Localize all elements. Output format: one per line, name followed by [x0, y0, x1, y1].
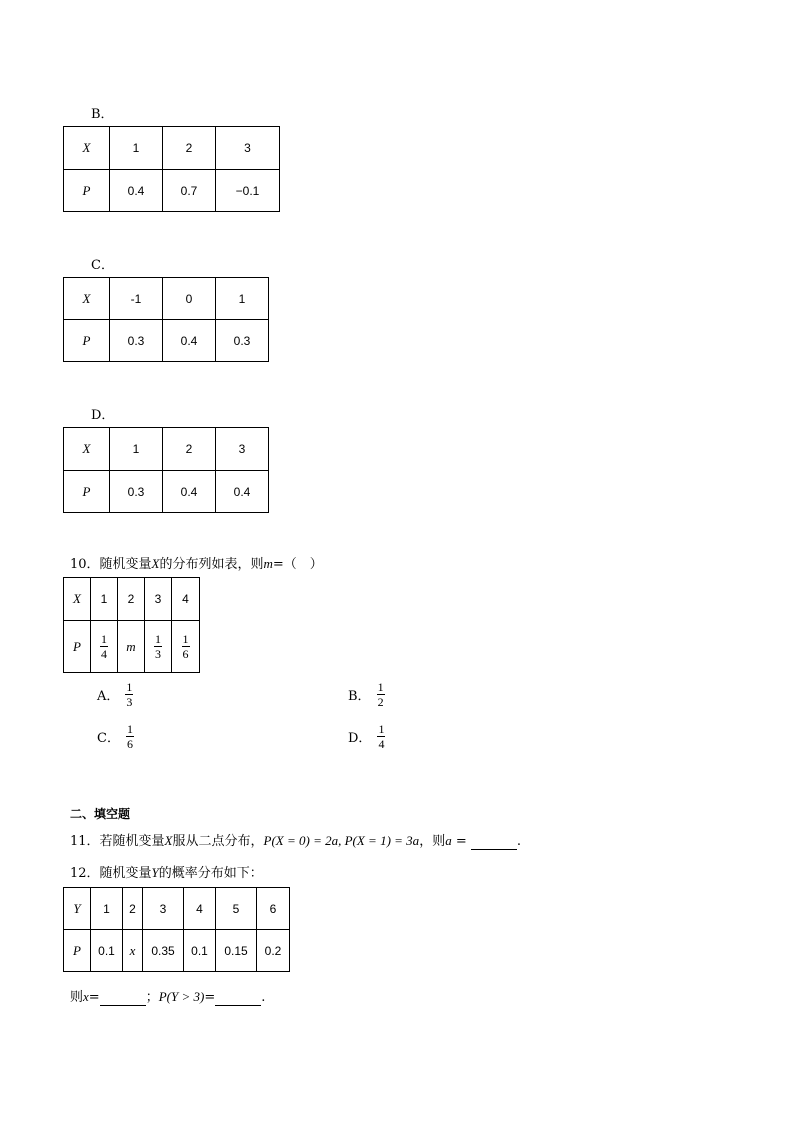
answer-blank[interactable] [471, 834, 517, 850]
table-cell [145, 621, 172, 673]
table-cell: 0.3 [216, 320, 269, 362]
table-cell: 0.4 [216, 471, 269, 513]
table-cell: 2 [123, 888, 143, 930]
fraction: $\frac{1}{6}$ [182, 632, 189, 661]
table-cell: P [64, 471, 110, 513]
table-cell: X [64, 127, 110, 170]
fraction: $\frac{1}{4}$ [101, 632, 107, 661]
table-cell [172, 621, 200, 673]
table-cell: Y [64, 888, 91, 930]
fraction: $\frac{1}{6}$ [126, 722, 133, 751]
table-cell: 0.3 [110, 320, 163, 362]
fraction: $\frac{1}{4}$ [378, 722, 385, 751]
table-cell: 0.15 [216, 930, 257, 972]
table-cell: 0.2 [257, 930, 290, 972]
choice-a[interactable]: A． $\frac{1}{3}$ [97, 680, 133, 709]
section-title: 二、填空题 [70, 807, 131, 821]
table-cell: P [64, 170, 110, 212]
table-cell: 5 [216, 888, 257, 930]
table-cell: 0.4 [163, 471, 216, 513]
question-10-table [63, 577, 200, 673]
table-cell: 1 [91, 888, 123, 930]
table-cell: 0 [163, 278, 216, 320]
option-c-table [63, 277, 269, 362]
question-12-answer: 则x= ；P(Y > 3)= . [70, 989, 266, 1005]
table-cell: 1 [110, 127, 163, 170]
table-cell: 4 [172, 578, 200, 621]
table-cell: P [64, 320, 110, 362]
table-cell: 4 [184, 888, 216, 930]
option-b-label: B． [91, 107, 114, 122]
table-cell: -1 [110, 278, 163, 320]
table-cell: X [64, 428, 110, 471]
option-d-label: D． [91, 408, 115, 423]
choice-c[interactable]: C． $\frac{1}{6}$ [97, 722, 133, 751]
table-cell: 0.7 [163, 170, 216, 212]
table-cell: P [64, 930, 91, 972]
choice-b[interactable]: B． $\frac{1}{2}$ [348, 680, 384, 709]
table-cell: 0.4 [110, 170, 163, 212]
table-cell [91, 621, 118, 673]
table-cell: 0.3 [110, 471, 163, 513]
question-12-table [63, 887, 290, 972]
table-cell: 0.4 [163, 320, 216, 362]
table-cell: 0.35 [143, 930, 184, 972]
choice-d[interactable]: D． $\frac{1}{4}$ [348, 722, 385, 751]
table-cell: x [123, 930, 143, 972]
table-cell: X [64, 278, 110, 320]
table-cell: 1 [216, 278, 269, 320]
fraction: $\frac{1}{2}$ [377, 680, 384, 709]
option-d-table [63, 427, 269, 513]
table-cell: 2 [118, 578, 145, 621]
table-cell: 0.1 [184, 930, 216, 972]
table-cell: 0.1 [91, 930, 123, 972]
option-c-label: C． [91, 258, 114, 273]
table-cell: 3 [143, 888, 184, 930]
answer-blank[interactable] [100, 990, 146, 1006]
table-cell: 6 [257, 888, 290, 930]
table-cell: 1 [91, 578, 118, 621]
table-cell: 3 [216, 127, 280, 170]
table-cell: m [118, 621, 145, 673]
question-10-stem: 10．随机变量X的分布列如表，则m=（ ） [70, 556, 323, 572]
table-cell: X [64, 578, 91, 621]
fraction: $\frac{1}{3}$ [155, 632, 161, 661]
table-cell: 1 [110, 428, 163, 471]
table-cell: −0.1 [216, 170, 280, 212]
table-cell: 2 [163, 127, 216, 170]
table-cell: 3 [145, 578, 172, 621]
table-cell: 3 [216, 428, 269, 471]
question-11: 11．若随机变量X服从二点分布，P(X = 0) = 2a, P(X = 1) = 3a，则a = . [70, 833, 522, 849]
answer-blank[interactable] [215, 990, 261, 1006]
option-b-table [63, 126, 280, 212]
question-12-stem: 12．随机变量Y的概率分布如下： [70, 865, 263, 881]
table-cell: P [64, 621, 91, 673]
table-cell: 2 [163, 428, 216, 471]
fraction: $\frac{1}{3}$ [126, 680, 133, 709]
